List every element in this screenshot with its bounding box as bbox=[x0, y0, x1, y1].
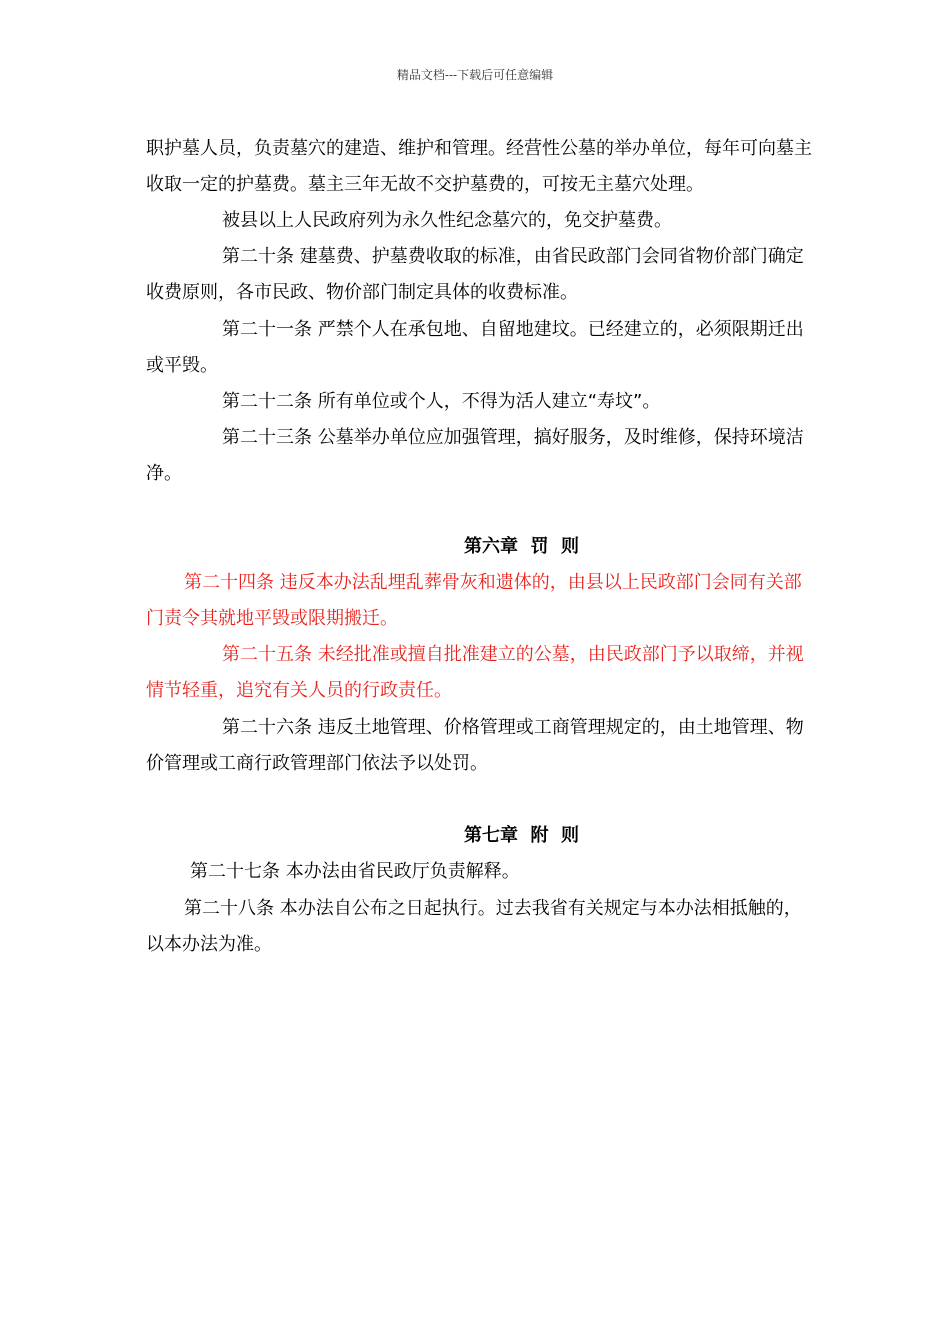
paragraph-line: 收取一定的护墓费。墓主三年无故不交护墓费的，可按无主墓穴处理。 bbox=[146, 174, 704, 195]
paragraph-line: 价管理或工商行政管理部门依法予以处罚。 bbox=[146, 753, 488, 774]
paragraph-line: 职护墓人员，负责墓穴的建造、维护和管理。经营性公墓的举办单位，每年可向墓主 bbox=[146, 138, 812, 159]
page-header: 精品文档---下载后可任意编辑 bbox=[396, 68, 554, 82]
chapter-6-title: 第六章 罚 则 bbox=[463, 536, 580, 557]
article-20: 第二十条 建墓费、护墓费收取的标准，由省民政部门会同省物价部门确定 bbox=[222, 246, 804, 267]
paragraph-line: 或平毁。 bbox=[146, 355, 218, 376]
article-26: 第二十六条 违反土地管理、价格管理或工商管理规定的，由土地管理、物 bbox=[222, 717, 804, 738]
article-23: 第二十三条 公墓举办单位应加强管理，搞好服务，及时维修，保持环境洁 bbox=[222, 427, 804, 448]
paragraph-line: 以本办法为准。 bbox=[146, 934, 272, 955]
article-27: 第二十七条 本办法由省民政厅负责解释。 bbox=[190, 861, 520, 882]
article-28: 第二十八条 本办法自公布之日起执行。过去我省有关规定与本办法相抵触的， bbox=[184, 898, 802, 919]
chapter-7-title: 第七章 附 则 bbox=[463, 825, 580, 846]
article-25: 第二十五条 未经批准或擅自批准建立的公墓，由民政部门予以取缔，并视 bbox=[222, 644, 804, 665]
paragraph-line: 收费原则，各市民政、物价部门制定具体的收费标准。 bbox=[146, 282, 578, 303]
paragraph-line: 门责令其就地平毁或限期搬迁。 bbox=[146, 608, 398, 629]
paragraph-line: 被县以上人民政府列为永久性纪念墓穴的，免交护墓费。 bbox=[222, 210, 672, 231]
article-24: 第二十四条 违反本办法乱埋乱葬骨灰和遗体的，由县以上民政部门会同有关部 bbox=[184, 572, 802, 593]
article-21: 第二十一条 严禁个人在承包地、自留地建坟。已经建立的，必须限期迁出 bbox=[222, 319, 804, 340]
article-22: 第二十二条 所有单位或个人，不得为活人建立“寿坟”。 bbox=[222, 391, 661, 412]
paragraph-line: 净。 bbox=[146, 463, 182, 484]
paragraph-line: 情节轻重，追究有关人员的行政责任。 bbox=[146, 680, 452, 701]
